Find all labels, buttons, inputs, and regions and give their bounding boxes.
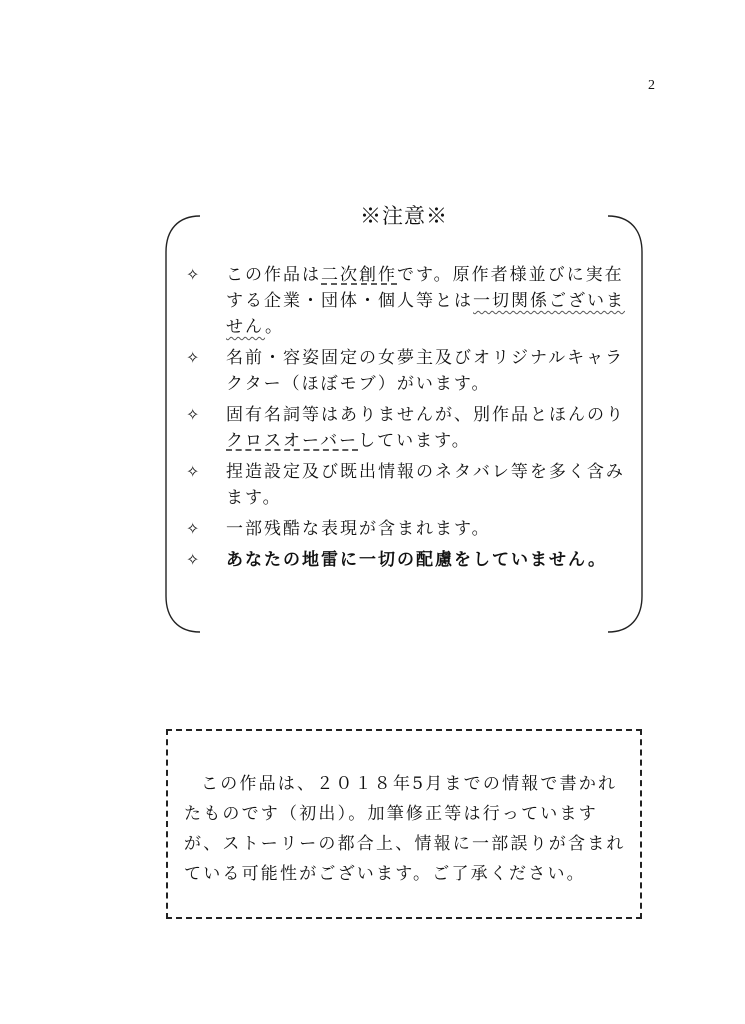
notice-item-text bbox=[226, 516, 626, 542]
sparkle-bullet-icon: ✧ bbox=[186, 462, 200, 481]
info-text: この作品は、２０１８年5月までの情報で書かれたものです（初出）。加筆修正等は行っていますが、ストーリーの都合上、情報に一部誤りが含まれている可能性がございます。ご了承ください。 bbox=[184, 774, 626, 884]
notice-item-segment: 二次創作 bbox=[321, 265, 397, 285]
notice-item-segment: クロスオーバー bbox=[226, 431, 359, 451]
notice-item-text bbox=[226, 547, 626, 573]
notice-item-text bbox=[226, 402, 626, 454]
notice-section bbox=[164, 204, 644, 636]
notice-item-segment: 。 bbox=[265, 317, 285, 337]
sparkle-bullet-icon: ✧ bbox=[186, 348, 200, 367]
notice-item-segment: 一部残酷な表現が含まれます。 bbox=[226, 519, 491, 539]
notice-item bbox=[186, 345, 626, 397]
notice-title: ※注意※ bbox=[360, 204, 448, 228]
info-box bbox=[166, 729, 642, 919]
sparkle-bullet-icon: ✧ bbox=[186, 265, 200, 284]
notice-item bbox=[186, 516, 626, 542]
notice-item bbox=[186, 547, 626, 573]
sparkle-bullet-icon: ✧ bbox=[186, 519, 200, 538]
notice-item-text bbox=[226, 345, 626, 397]
notice-item bbox=[186, 459, 626, 511]
page-number: 2 bbox=[648, 78, 655, 93]
sparkle-bullet-icon: ✧ bbox=[186, 550, 200, 569]
notice-item bbox=[186, 262, 626, 340]
notice-item-segment: 名前・容姿固定の女夢主及びオリジナルキャラクター（ほぼモブ）がいます。 bbox=[226, 348, 625, 394]
sparkle-bullet-icon: ✧ bbox=[186, 405, 200, 424]
notice-item-segment: です。原作者様並びに実在する企業・団体・個人等とは bbox=[226, 265, 624, 311]
notice-item-segment: この作品は bbox=[226, 265, 321, 285]
notice-item-segment: しています。 bbox=[358, 431, 471, 451]
notice-item-text bbox=[226, 262, 626, 340]
notice-item-segment: 固有名詞等はありませんが、別作品とほんのり bbox=[226, 405, 625, 425]
notice-item-segment: あなたの地雷に一切の配慮をしていません。 bbox=[226, 550, 608, 570]
notice-item bbox=[186, 402, 626, 454]
notice-item-segment: 捏造設定及び既出情報のネタバレ等を多く含みます。 bbox=[226, 462, 625, 508]
notice-list bbox=[186, 262, 626, 578]
notice-item-text bbox=[226, 459, 626, 511]
notice-item-segment: 一切関係ございません bbox=[226, 291, 625, 337]
